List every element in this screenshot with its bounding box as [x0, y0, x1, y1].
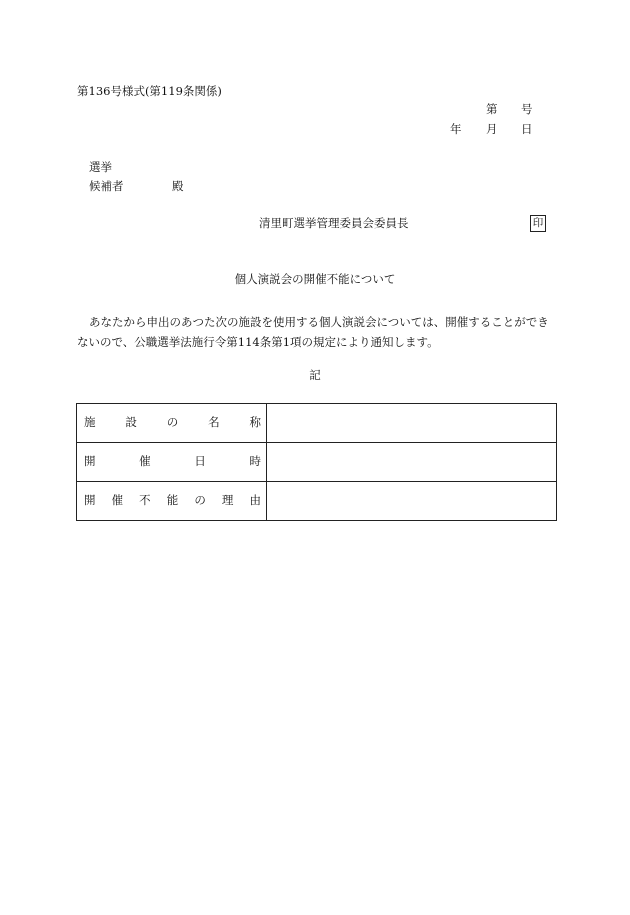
label-char: 名: [208, 415, 220, 430]
document-title: 個人演説会の開催不能について: [234, 272, 396, 286]
label-char: 能: [166, 493, 179, 508]
table-row-facility-name: [77, 404, 557, 443]
facility-name-value: [267, 404, 557, 443]
addressee-election: 選挙: [89, 160, 112, 174]
sender-name: 清里町選挙管理委員会委員長: [259, 216, 409, 230]
label-char: の: [166, 415, 179, 430]
ki-heading: 記: [309, 368, 321, 382]
date-day-label: 日: [521, 122, 533, 136]
label-char: 由: [249, 493, 261, 508]
label-char: の: [194, 493, 206, 508]
label-char: 称: [249, 415, 261, 430]
label-char: 施: [84, 415, 96, 430]
date-time-label: [77, 443, 267, 482]
label-char: 時: [249, 454, 261, 469]
label-char: 理: [221, 493, 234, 508]
document-number-suffix: 号: [521, 102, 533, 116]
addressee-honorific: 殿: [172, 179, 184, 193]
label-char: 開: [84, 493, 96, 508]
label-char: 設: [125, 415, 137, 430]
label-char: 催: [139, 454, 151, 469]
reason-value: [267, 482, 557, 521]
body-paragraph: あなたから申出のあつた次の施設を使用する個人演説会については、開催することができないので、公職選挙法施行令第114条第1項の規定により通知します。: [77, 315, 549, 349]
addressee-candidate: 候補者: [89, 179, 124, 193]
date-year-label: 年: [450, 122, 462, 136]
facility-name-label: [77, 404, 267, 443]
date-time-value: [267, 443, 557, 482]
form-number: 第136号様式(第119条関係): [77, 84, 222, 98]
label-char: 不: [139, 493, 151, 508]
label-char: 催: [111, 493, 124, 508]
table-row-date-time: [77, 443, 557, 482]
seal-stamp: 印: [530, 215, 546, 232]
reason-label: [77, 482, 267, 521]
date-month-label: 月: [486, 122, 498, 136]
label-char: 開: [84, 454, 96, 469]
details-table: [76, 403, 557, 521]
label-char: 日: [194, 454, 206, 469]
document-number-prefix: 第: [486, 102, 498, 116]
table-row-reason: [77, 482, 557, 521]
